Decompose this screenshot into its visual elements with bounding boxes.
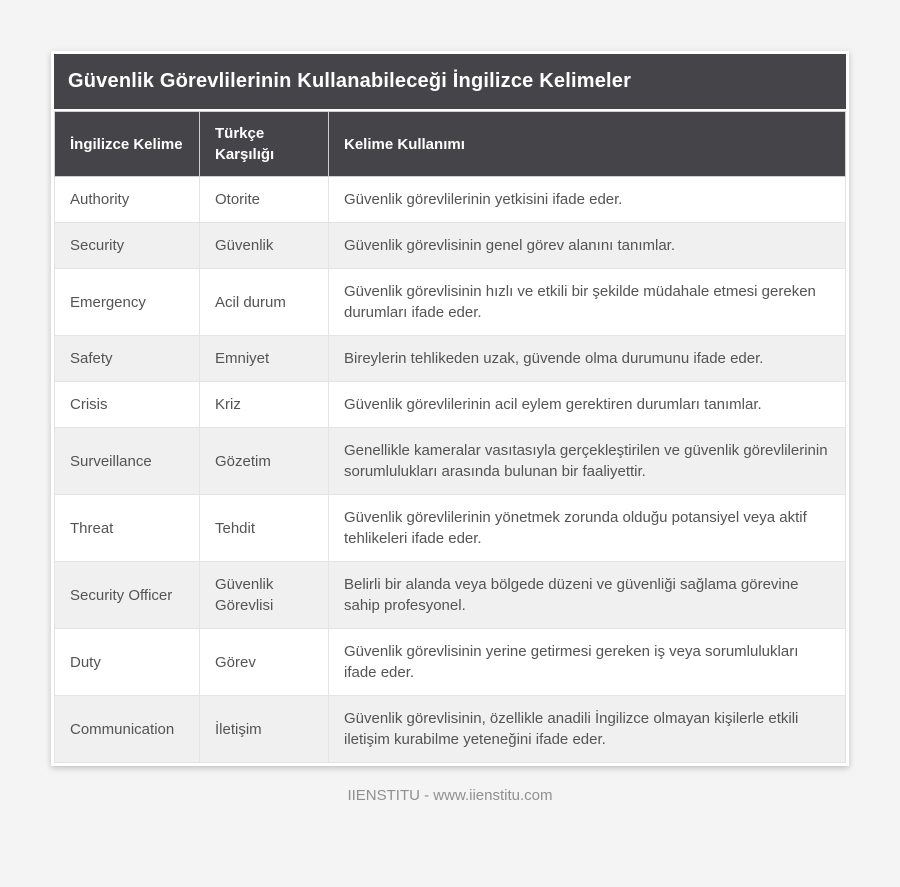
english-word-cell: Surveillance <box>55 428 200 495</box>
footer-attribution: IIENSTITU - www.iienstitu.com <box>347 787 553 804</box>
english-word-cell: Security <box>55 223 200 269</box>
vocabulary-card <box>51 51 849 766</box>
table-row <box>55 177 846 223</box>
english-word-cell: Security Officer <box>55 562 200 629</box>
column-header-english-word: İngilizce Kelime <box>55 112 200 177</box>
table-row <box>55 269 846 336</box>
header-row <box>55 112 846 177</box>
turkish-translation-cell: Gözetim <box>200 428 329 495</box>
english-word-cell: Safety <box>55 336 200 382</box>
usage-cell: Belirli bir alanda veya bölgede düzeni ve güvenliği sağlama görevine sahip profesyonel. <box>329 562 846 629</box>
usage-cell: Güvenlik görevlisinin genel görev alanını tanımlar. <box>329 223 846 269</box>
english-word-cell: Threat <box>55 495 200 562</box>
table-row <box>55 336 846 382</box>
turkish-translation-cell: Güvenlik <box>200 223 329 269</box>
column-header-word-usage: Kelime Kullanımı <box>329 112 846 177</box>
usage-cell: Güvenlik görevlisinin yerine getirmesi gereken iş veya sorumlulukları ifade eder. <box>329 629 846 696</box>
usage-cell: Güvenlik görevlilerinin acil eylem gerektiren durumları tanımlar. <box>329 382 846 428</box>
english-word-cell: Duty <box>55 629 200 696</box>
usage-cell: Güvenlik görevlilerinin yönetmek zorunda olduğu potansiyel veya aktif tehlikeleri ifade eder. <box>329 495 846 562</box>
usage-cell: Güvenlik görevlisinin hızlı ve etkili bir şekilde müdahale etmesi gereken durumları ifade eder. <box>329 269 846 336</box>
table-row <box>55 562 846 629</box>
table-header <box>55 112 846 177</box>
column-header-turkish-translation: Türkçe Karşılığı <box>200 112 329 177</box>
turkish-translation-cell: Acil durum <box>200 269 329 336</box>
turkish-translation-cell: Görev <box>200 629 329 696</box>
table-row <box>55 223 846 269</box>
usage-cell: Güvenlik görevlisinin, özellikle anadili İngilizce olmayan kişilerle etkili iletişim kurabilme yeteneğini ifade eder. <box>329 696 846 763</box>
turkish-translation-cell: Otorite <box>200 177 329 223</box>
vocabulary-table <box>54 111 846 763</box>
table-row <box>55 495 846 562</box>
table-title: Güvenlik Görevlilerinin Kullanabileceği İngilizce Kelimeler <box>54 54 846 111</box>
table-row <box>55 382 846 428</box>
turkish-translation-cell: İletişim <box>200 696 329 763</box>
english-word-cell: Authority <box>55 177 200 223</box>
english-word-cell: Crisis <box>55 382 200 428</box>
turkish-translation-cell: Tehdit <box>200 495 329 562</box>
english-word-cell: Emergency <box>55 269 200 336</box>
usage-cell: Genellikle kameralar vasıtasıyla gerçekleştirilen ve güvenlik görevlilerinin sorumlulukları arasında bulunan bir faaliyettir. <box>329 428 846 495</box>
usage-cell: Güvenlik görevlilerinin yetkisini ifade eder. <box>329 177 846 223</box>
turkish-translation-cell: Kriz <box>200 382 329 428</box>
table-row <box>55 629 846 696</box>
table-body <box>55 177 846 763</box>
table-row <box>55 696 846 763</box>
usage-cell: Bireylerin tehlikeden uzak, güvende olma durumunu ifade eder. <box>329 336 846 382</box>
table-row <box>55 428 846 495</box>
turkish-translation-cell: Güvenlik Görevlisi <box>200 562 329 629</box>
english-word-cell: Communication <box>55 696 200 763</box>
turkish-translation-cell: Emniyet <box>200 336 329 382</box>
